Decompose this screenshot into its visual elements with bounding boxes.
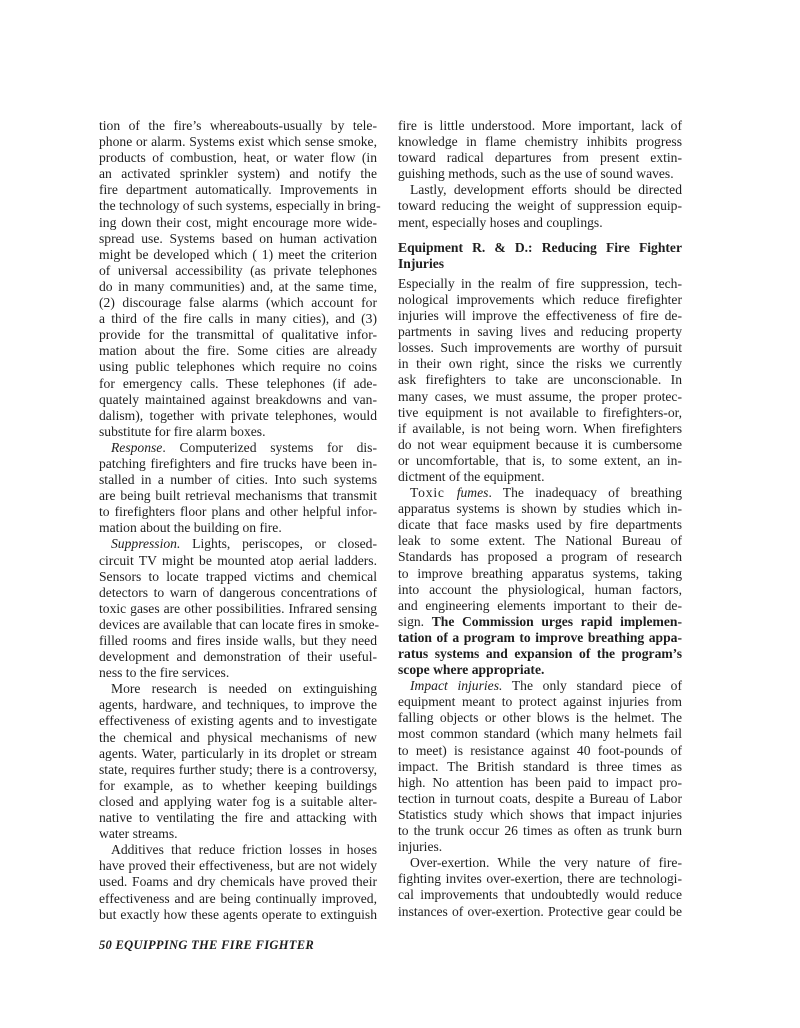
line-text: for example, as to whether keeping buildings bbox=[99, 777, 377, 793]
line-text: most common standard (which many helmets fail bbox=[398, 726, 682, 742]
line-text: ness to the fire services. bbox=[99, 665, 230, 681]
text-line bbox=[398, 839, 682, 855]
text-line bbox=[99, 166, 377, 182]
line-text: if available, is not being worn. When firefighters bbox=[398, 420, 682, 436]
page-footer: 50 EQUIPPING THE FIRE FIGHTER bbox=[99, 938, 314, 952]
text-line bbox=[99, 794, 377, 810]
text-line bbox=[99, 376, 377, 392]
text-line bbox=[99, 762, 377, 778]
line-text: . The inadequacy of breathing bbox=[488, 485, 682, 501]
line-text: used. Foams and dry chemicals have proved their bbox=[99, 874, 377, 890]
line-text: are being built retrieval mechanisms that transmit bbox=[99, 488, 377, 504]
text-line bbox=[99, 858, 377, 874]
text-line bbox=[398, 150, 682, 166]
text-line bbox=[398, 453, 682, 469]
text-line bbox=[99, 392, 377, 408]
text-line bbox=[99, 504, 377, 520]
line-text: knowledge in flame chemistry inhibits progress bbox=[398, 134, 682, 150]
text-line bbox=[398, 405, 682, 421]
line-text: While the very nature of fire- bbox=[489, 855, 682, 871]
text-line bbox=[398, 759, 682, 775]
text-line bbox=[398, 308, 682, 324]
line-text: many cases, we must assume, the proper protec- bbox=[398, 388, 682, 404]
line-text: toward radical departures from present extin- bbox=[398, 150, 682, 166]
line-text: dictment of the equipment. bbox=[398, 468, 545, 484]
line-text: impact. The British standard is three times as bbox=[398, 758, 682, 774]
text-line bbox=[99, 215, 377, 231]
text-line bbox=[99, 311, 377, 327]
text-line bbox=[99, 295, 377, 311]
text-line bbox=[99, 440, 377, 456]
emphasized-text: The Commission urges rapid implemen- bbox=[431, 613, 682, 629]
line-text: of universal accessibility (as private telephones bbox=[99, 262, 377, 278]
text-line bbox=[99, 810, 377, 826]
line-text: leak to some extent. The National Bureau of bbox=[398, 533, 682, 549]
text-line bbox=[99, 633, 377, 649]
text-line bbox=[398, 726, 682, 742]
line-text: (2) discourage false alarms (which account for bbox=[99, 295, 377, 311]
text-line bbox=[99, 520, 377, 536]
section-heading-line-1: Equipment R. & D.: Reducing Fire Fighter bbox=[398, 239, 682, 255]
left-column bbox=[99, 118, 381, 923]
text-line bbox=[99, 247, 377, 263]
text-line bbox=[99, 263, 377, 279]
text-line bbox=[398, 421, 682, 437]
text-line bbox=[99, 601, 377, 617]
line-text: but exactly how these agents operate to extinguish bbox=[99, 906, 377, 922]
section-heading-line-2: Injuries bbox=[398, 255, 445, 271]
line-text: into account the physiological, human factors, bbox=[398, 581, 682, 597]
line-text: Especially in the realm of fire suppression, tech- bbox=[398, 275, 682, 291]
text-line bbox=[398, 614, 682, 630]
text-line bbox=[398, 134, 682, 150]
text-line bbox=[99, 488, 377, 504]
line-text: closed and applying water fog is a suitable alter- bbox=[99, 793, 377, 809]
line-text: patching firefighters and fire trucks have been in- bbox=[99, 455, 377, 471]
line-text: ing down their cost, might encourage more wide- bbox=[99, 214, 377, 230]
line-text: fire department automatically. Improvements in bbox=[99, 182, 377, 198]
line-text: partments in saving lives and reducing property bbox=[398, 324, 682, 340]
line-text: water streams. bbox=[99, 826, 178, 842]
text-line bbox=[398, 533, 682, 549]
text-line bbox=[398, 566, 682, 582]
text-line bbox=[99, 746, 377, 762]
text-line bbox=[99, 359, 377, 375]
text-line bbox=[99, 327, 377, 343]
text-line bbox=[99, 697, 377, 713]
run-in-heading: Response bbox=[111, 439, 163, 455]
text-line bbox=[398, 517, 682, 533]
emphasized-text: ratus systems and expansion of the program’s bbox=[398, 646, 682, 661]
line-text: stalled in a number of cities. Into such systems bbox=[99, 472, 377, 488]
text-line bbox=[398, 276, 682, 292]
section-heading bbox=[398, 240, 682, 272]
line-text: Lastly, development efforts should be directed bbox=[410, 182, 682, 198]
text-line bbox=[398, 437, 682, 453]
line-text: fire is little understood. More important, lack of bbox=[398, 118, 682, 133]
line-text: the technology of such systems, especially in bring- bbox=[99, 198, 381, 214]
right-column-intro bbox=[398, 118, 682, 231]
text-line bbox=[398, 356, 682, 372]
line-text: injuries will improve the effectiveness of fire de- bbox=[398, 308, 682, 324]
line-text: mation about the building on fire. bbox=[99, 520, 282, 536]
line-text: spread use. Systems based on human activation bbox=[99, 230, 377, 246]
line-text: More research is needed on extinguishing bbox=[111, 681, 377, 697]
text-line bbox=[398, 743, 682, 759]
text-line bbox=[398, 904, 682, 920]
line-text: instances of over-exertion. Protective gear could be bbox=[398, 903, 682, 919]
text-line bbox=[99, 907, 377, 923]
text-line bbox=[99, 891, 377, 907]
text-line bbox=[398, 694, 682, 710]
text-line bbox=[99, 343, 377, 359]
text-line bbox=[99, 198, 381, 214]
text-line bbox=[398, 166, 682, 182]
emphasized-text: scope where appropriate. bbox=[398, 662, 545, 678]
line-text: dicate that face masks used by fire departments bbox=[398, 517, 682, 533]
text-line bbox=[99, 730, 377, 746]
line-text: an activated sprinkler system) and notify the bbox=[99, 166, 377, 182]
line-text: to firefighters floor plans and other helpful infor- bbox=[99, 504, 377, 520]
line-text: using public telephones which require no coins bbox=[99, 359, 377, 375]
line-text: detectors to warn of dangerous concentrations of bbox=[99, 584, 377, 600]
line-text: to meet) is resistance against 40 foot-pounds of bbox=[398, 742, 682, 758]
line-text: . Computerized systems for dis- bbox=[162, 439, 377, 455]
line-text: apparatus systems is shown by studies which in- bbox=[398, 501, 682, 517]
line-text: state, requires further study; there is a controversy, bbox=[99, 761, 377, 777]
text-line bbox=[99, 826, 377, 842]
run-in-heading: Over-exertion. bbox=[410, 855, 490, 871]
text-line bbox=[99, 118, 377, 134]
line-text: a third of the fire calls in many cities), and (3) bbox=[99, 311, 377, 327]
line-text: or uncomfortable, that is, to some extent, an in- bbox=[398, 452, 682, 468]
text-line bbox=[99, 279, 377, 295]
line-text: Lights, periscopes, or closed- bbox=[180, 536, 377, 552]
right-column-body bbox=[398, 276, 682, 920]
text-line bbox=[99, 553, 377, 569]
text-line bbox=[99, 182, 377, 198]
text-line bbox=[99, 150, 377, 166]
right-column bbox=[398, 118, 682, 920]
text-line bbox=[99, 585, 377, 601]
text-line bbox=[398, 630, 682, 646]
line-text: circuit TV might be mounted atop aerial ladders. bbox=[99, 552, 377, 568]
text-line bbox=[398, 807, 682, 823]
line-text: Additives that reduce friction losses in hoses bbox=[111, 842, 377, 858]
line-text: filled rooms and fires inside walls, but they need bbox=[99, 633, 377, 648]
line-text: agents, hardware, and techniques, to improve the bbox=[99, 697, 377, 713]
text-line bbox=[398, 678, 682, 694]
line-text: have proved their effectiveness, but are not widely bbox=[99, 858, 377, 874]
text-line bbox=[398, 887, 682, 903]
text-line bbox=[398, 485, 682, 501]
text-line bbox=[398, 871, 682, 887]
line-text: high. No attention has been paid to impact pro- bbox=[398, 774, 682, 790]
text-line bbox=[398, 582, 682, 598]
text-line bbox=[99, 472, 377, 488]
line-text: injuries. bbox=[398, 839, 443, 855]
line-text: the chemical and physical mechanisms of new bbox=[99, 729, 377, 745]
line-text: for emergency calls. These telephones (if ade- bbox=[99, 375, 377, 391]
text-line bbox=[99, 134, 377, 150]
line-text: tive equipment is not available to firefighters-or, bbox=[398, 404, 682, 420]
text-line bbox=[398, 598, 682, 614]
line-text: do not wear equipment because it is cumbersome bbox=[398, 436, 682, 452]
line-text: toward reducing the weight of suppression equip- bbox=[398, 198, 682, 214]
text-line bbox=[398, 469, 682, 485]
text-line bbox=[99, 681, 377, 697]
text-line bbox=[99, 713, 377, 729]
line-text: in their own right, since the risks we currently bbox=[398, 356, 682, 372]
text-line bbox=[99, 456, 377, 472]
line-text: to the trunk occur 26 times as often as trunk burn bbox=[398, 823, 682, 839]
text-line bbox=[398, 340, 682, 356]
line-text: dalism), together with private telephones, would bbox=[99, 407, 377, 423]
line-text: equipment meant to protect against injuries from bbox=[398, 694, 682, 710]
text-line bbox=[398, 549, 682, 565]
line-text: effectiveness and are being continually improved, bbox=[99, 890, 377, 906]
text-line bbox=[99, 665, 377, 681]
line-text: tection in turnout coats, despite a Bureau of Labor bbox=[398, 790, 682, 806]
text-line bbox=[398, 182, 682, 198]
line-text: sign. bbox=[398, 613, 432, 629]
line-text: ask firefighters to take are unconscionable. In bbox=[398, 372, 682, 388]
text-line bbox=[99, 231, 377, 247]
line-text: Standards has proposed a program of research bbox=[398, 549, 682, 565]
line-text: to improve breathing apparatus systems, taking bbox=[398, 565, 682, 581]
text-line bbox=[398, 710, 682, 726]
text-line bbox=[99, 616, 380, 633]
text-line bbox=[398, 389, 682, 405]
line-text: and engineering elements important to their de- bbox=[398, 597, 682, 613]
text-line bbox=[99, 536, 377, 552]
text-line bbox=[398, 372, 682, 388]
line-text: might be developed which ( 1) meet the criterion bbox=[99, 246, 377, 262]
line-text: development and demonstration of their useful- bbox=[99, 649, 377, 665]
text-line bbox=[398, 662, 682, 678]
run-in-heading: Suppression. bbox=[111, 536, 181, 552]
text-line bbox=[99, 569, 377, 585]
text-line bbox=[398, 215, 682, 231]
line-text: losses. Such improvements are worthy of pursuit bbox=[398, 340, 682, 356]
line-text: toxic gases are other possibilities. Infrared sensing bbox=[99, 600, 377, 616]
text-line bbox=[398, 324, 682, 340]
text-line bbox=[398, 292, 682, 308]
text-line bbox=[99, 842, 377, 858]
text-line bbox=[99, 424, 377, 440]
line-text: mation about the fire. Some cities are already bbox=[99, 343, 377, 359]
line-text: quately maintained against breakdowns and van- bbox=[99, 391, 377, 407]
line-text: phone or alarm. Systems exist which sense smoke, bbox=[99, 134, 377, 150]
text-line bbox=[398, 646, 682, 662]
text-line bbox=[398, 791, 682, 807]
line-text: do in many communities) and, at the same time, bbox=[99, 278, 377, 294]
line-text: devices are available that can locate fires in smoke- bbox=[99, 616, 380, 632]
line-text: nological improvements which reduce firefighter bbox=[398, 291, 682, 307]
line-text: Sensors to locate trapped victims and chemical bbox=[99, 568, 377, 584]
line-text: agents. Water, particularly in its droplet or stream bbox=[99, 745, 377, 761]
text-line bbox=[99, 649, 377, 665]
line-text: substitute for fire alarm boxes. bbox=[99, 423, 266, 439]
line-text: Statistics study which shows that impact injuries bbox=[398, 806, 682, 822]
line-text: cal improvements that undoubtedly would reduce bbox=[398, 887, 682, 903]
line-text: ment, especially hoses and couplings. bbox=[398, 214, 603, 230]
text-line bbox=[398, 198, 682, 214]
line-text: falling objects or other blows is the helmet. The bbox=[398, 710, 682, 726]
run-in-heading: Impact injuries. bbox=[410, 678, 503, 694]
text-line bbox=[398, 775, 682, 791]
run-in-heading: Toxic bbox=[410, 485, 457, 501]
line-text: effectiveness of existing agents and to investigate bbox=[99, 713, 377, 729]
text-line bbox=[99, 778, 377, 794]
text-line bbox=[398, 855, 682, 871]
run-in-heading-italic: fumes bbox=[456, 485, 489, 501]
line-text: products of combustion, heat, or water flow (in bbox=[99, 150, 377, 166]
text-line bbox=[398, 823, 682, 839]
line-text: guishing methods, such as the use of sound waves. bbox=[398, 166, 674, 182]
line-text: tion of the fire’s whereabouts-usually by tele- bbox=[99, 118, 377, 133]
emphasized-text: tation of a program to improve breathing appa- bbox=[398, 629, 682, 645]
text-line bbox=[398, 501, 682, 517]
text-line bbox=[398, 118, 682, 134]
line-text: fighting invites over-exertion, there are technologi- bbox=[398, 871, 682, 887]
line-text: native to ventilating the fire and attacking with bbox=[99, 810, 377, 826]
line-text: provide for the transmittal of qualitative infor- bbox=[99, 327, 377, 343]
text-line bbox=[99, 408, 377, 424]
text-line bbox=[99, 874, 377, 890]
line-text: The only standard piece of bbox=[502, 678, 682, 694]
